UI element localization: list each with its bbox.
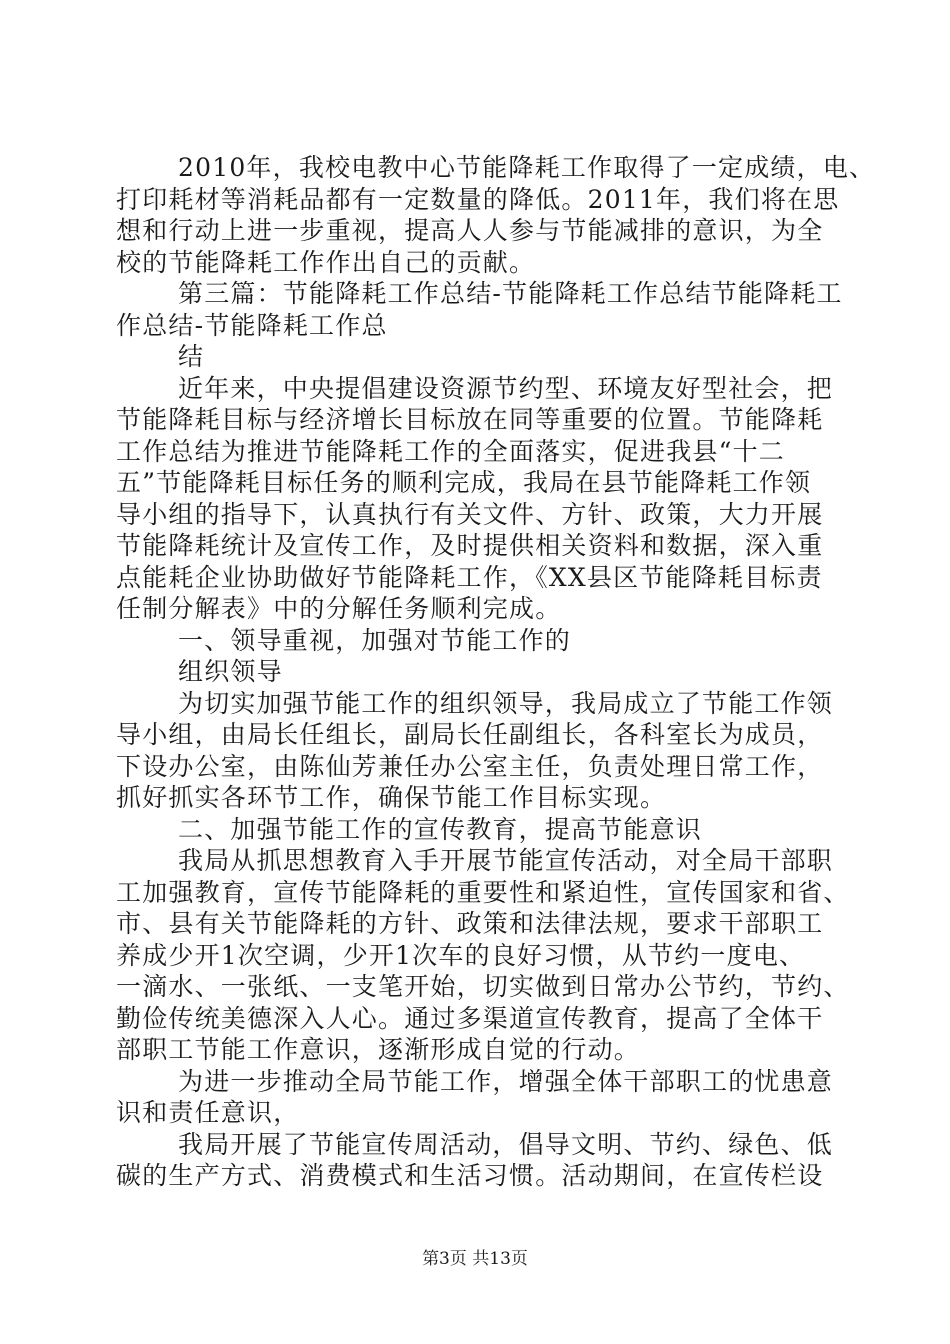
text-line: 导小组的指导下，认真执行有关文件、方针、政策，大力开展	[116, 499, 824, 529]
text-line: 工作总结为推进节能降耗工作的全面落实，促进我县“十二	[116, 436, 785, 466]
text-line: 五”节能降耗目标任务的顺利完成，我局在县节能降耗工作领	[116, 468, 812, 497]
text-line: 养成少开1次空调，少开1次车的良好习惯，从节约一度电、	[116, 940, 806, 970]
text-line: 我局开展了节能宣传周活动，倡导文明、节约、绿色、低	[178, 1129, 834, 1159]
text-line: 任制分解表》中的分解任务顺利完成。	[116, 594, 562, 623]
text-line: 组织领导	[178, 657, 283, 686]
text-line: 导小组，由局长任组长，副局长任副组长，各科室长为成员，	[116, 720, 824, 749]
text-line: 碳的生产方式、消费模式和生活习惯。活动期间，在宣传栏设	[116, 1161, 824, 1190]
text-line: 近年来，中央提倡建设资源节约型、环境友好型社会，把	[178, 373, 834, 403]
text-line: 抓好抓实各环节工作，确保节能工作目标实现。	[116, 783, 667, 812]
text-line: 我局从抓思想教育入手开展节能宣传活动，对全局干部职	[178, 846, 834, 875]
text-line: 作总结-节能降耗工作总	[116, 310, 388, 340]
text-line: 二、加强节能工作的宣传教育，提高节能意识	[178, 814, 703, 844]
text-line: 校的节能降耗工作作出自己的贡献。	[116, 247, 536, 277]
text-line: 为进一步推动全局节能工作，增强全体干部职工的忧患意	[178, 1066, 834, 1096]
text-line: 打印耗材等消耗品都有一定数量的降低。2011年，我们将在思	[116, 184, 840, 214]
text-line: 想和行动上进一步重视，提高人人参与节能减排的意识，为全	[116, 216, 824, 245]
text-line: 2010年，我校电教中心节能降耗工作取得了一定成绩，电、	[178, 153, 876, 182]
text-line: 勤俭传统美德深入人心。通过多渠道宣传教育，提高了全体干	[116, 1003, 824, 1033]
text-line: 节能降耗统计及宣传工作，及时提供相关资料和数据，深入重	[116, 531, 824, 560]
text-line: 市、县有关节能降耗的方针、政策和法律法规，要求干部职工	[116, 909, 824, 938]
text-line: 节能降耗目标与经济增长目标放在同等重要的位置。节能降耗	[116, 405, 824, 434]
text-line: 结	[178, 342, 205, 371]
text-line: 一、领导重视，加强对节能工作的	[178, 625, 572, 655]
page-footer: 第3页 共13页	[422, 1249, 528, 1269]
text-line: 一滴水、一张纸、一支笔开始，切实做到日常办公节约，节约、	[116, 972, 850, 1001]
text-line: 识和责任意识，	[116, 1098, 300, 1127]
text-line: 第三篇：节能降耗工作总结-节能降耗工作总结节能降耗工	[178, 279, 843, 308]
text-line: 下设办公室，由陈仙芳兼任办公室主任，负责处理日常工作，	[116, 751, 824, 781]
text-line: 为切实加强节能工作的组织领导，我局成立了节能工作领	[178, 688, 834, 718]
text-line: 部职工节能工作意识，逐渐形成自觉的行动。	[116, 1035, 641, 1064]
text-line: 点能耗企业协助做好节能降耗工作，《XX县区节能降耗目标责	[116, 562, 823, 592]
document-body	[116, 152, 876, 1192]
text-line: 工加强教育，宣传节能降耗的重要性和紧迫性，宣传国家和省、	[116, 877, 850, 907]
